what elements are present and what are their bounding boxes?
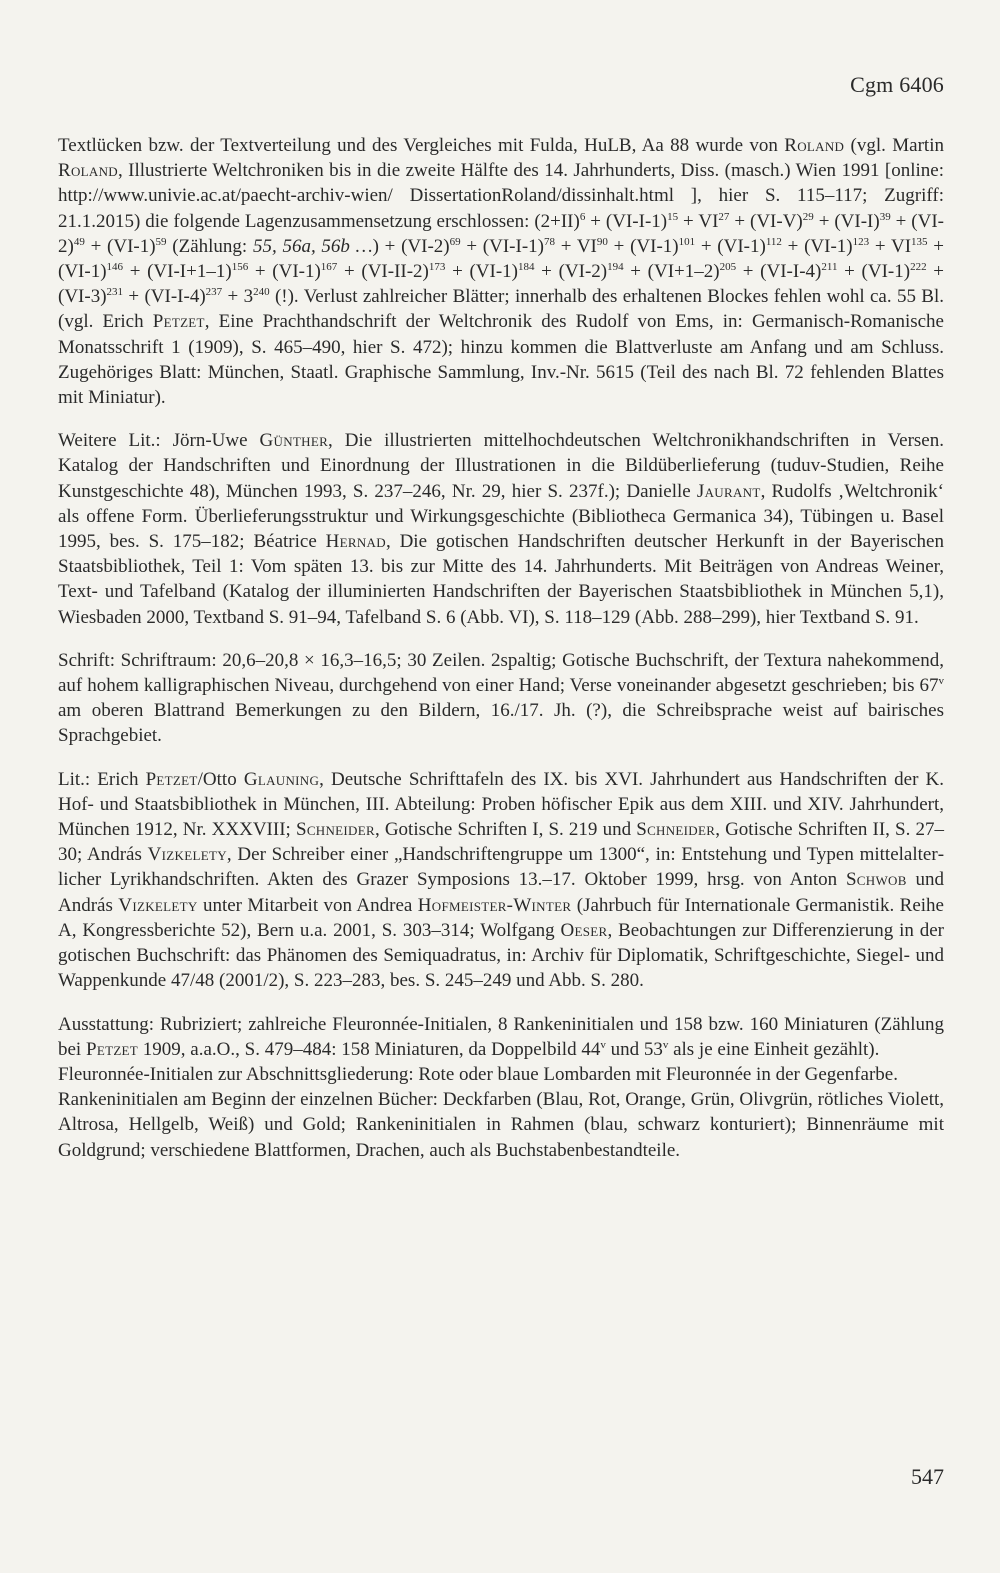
catalog-entry-body bbox=[58, 133, 944, 1163]
text-run: , Der Schreiber einer „Handschriftengruppe um 1300“, in: Entstehung und Typen mittelalterlicher Lyrikhandschriften. Akten des Grazer Symposions 13.–17. Oktober 1999, hrsg. von Anton bbox=[58, 844, 945, 891]
author-name: Petzet bbox=[145, 768, 198, 790]
text-run: (Jahrbuch für Internationale Germanistik. Reihe A, Kongressberichte 52), Bern u.a. 2001, S. 303–314; Wolfgang bbox=[58, 894, 944, 941]
superscript: 101 bbox=[678, 235, 696, 248]
italic-text: 55, 56a, 56b … bbox=[252, 235, 373, 257]
text-run: , Illustrierte Weltchroniken bis in die zweite Hälfte des 14. Jahrhunderts, Diss. (masch.) Wien 1991 [online: http://www.univie.ac.at/paecht-archiv-wien/ DissertationRoland/dissinhalt.html ], hier S. 115–117; Zugriff: 21.1.2015) die folgende Lagenzusammensetzung erschlossen: (2+II) bbox=[58, 160, 944, 232]
text-run: + (VI-I-4) bbox=[123, 286, 206, 308]
text-run: + (VI-2) bbox=[534, 261, 608, 283]
text-run: (vgl. Martin bbox=[844, 135, 944, 156]
author-name: Schneider bbox=[295, 819, 375, 841]
superscript: 78 bbox=[543, 235, 555, 248]
text-run: + VI bbox=[869, 235, 912, 257]
superscript: 146 bbox=[106, 261, 124, 274]
text-run: + (VI-1) bbox=[837, 261, 911, 283]
paragraph-decoration bbox=[58, 1012, 944, 1062]
text-run: , Deutsche Schrifttafeln des IX. bis XVI. Jahrhundert aus Handschriften der K. Hof- und Staatsbibliothek in München, III. Abteilung: Proben höfischer Epik aus dem XIII. und XIV. Jahrhundert, München 1912, Nr. XXXVIII; bbox=[58, 768, 944, 841]
text-run: + VI bbox=[678, 210, 719, 232]
text-run: (Zählung: bbox=[166, 235, 253, 257]
text-run: + (VI-1) bbox=[445, 261, 518, 283]
text-run: + 3 bbox=[222, 286, 254, 308]
text-run: + (VI-1) bbox=[248, 261, 321, 283]
text-run: Textlücken bzw. der Textverteilung und des Vergleiches mit Fulda, HuLB, Aa 88 wurde von bbox=[58, 135, 785, 156]
author-name: Roland bbox=[58, 160, 118, 182]
superscript: 240 bbox=[253, 286, 270, 299]
superscript: 135 bbox=[911, 235, 928, 248]
author-name: Vizkelety bbox=[147, 844, 227, 866]
superscript: 184 bbox=[518, 261, 535, 274]
text-run: + (VI-I+1–1) bbox=[123, 261, 232, 283]
text-run: , Die illustrierten mittelhochdeutschen Weltchronikhandschriften in Versen. Katalog der Handschriften und Einordnung der Illustrationen in die Bildüberlieferung (tuduv-Studien, Reihe Kunstgeschichte 48), München 1993, S. 237–246, Nr. 29, hier S. 237f.); Danielle bbox=[58, 430, 944, 502]
superscript: 27 bbox=[718, 210, 730, 223]
author-name: Hofmeister-Winter bbox=[417, 894, 572, 916]
superscript: v bbox=[600, 1038, 606, 1051]
text-run: + (VI-3) bbox=[58, 261, 944, 308]
page-header-shelfmark: Cgm 6406 bbox=[850, 72, 944, 97]
paragraph-literature bbox=[58, 767, 944, 994]
text-run: + (VI-I-1) bbox=[460, 235, 544, 257]
superscript: 167 bbox=[320, 261, 338, 274]
text-run: Fleuronnée-Initialen zur Abschnittsgliederung: Rote oder blaue Lombarden mit Fleuronnée in der Gegenfarbe. bbox=[58, 1063, 898, 1085]
author-name: Günther bbox=[259, 430, 329, 452]
text-run: , Rudolfs ‚Weltchronik‘ als offene Form. Überlieferungsstruktur und Wirkungsgeschichte (Bibliotheca Germanica 34), Tübingen u. Basel 1995, bes. S. 175–182; Béatrice bbox=[58, 480, 944, 553]
text-run: + (VI-I) bbox=[813, 210, 880, 232]
superscript: v bbox=[938, 675, 944, 688]
paragraph-ranken-initials bbox=[58, 1087, 944, 1163]
superscript: 112 bbox=[765, 235, 782, 248]
text-run: Schrift: Schriftraum: 20,6–20,8 × 16,3–16,5; 30 Zeilen. 2spaltig; Gotische Buchschrift, der Textura nahekommend, auf hohem kalligraphischen Niveau, durchgehend von einer Hand; Verse voneinander abgesetzt geschrieben; bis 67 bbox=[58, 649, 944, 697]
author-name: Petzet bbox=[85, 1038, 139, 1060]
text-run: /Otto bbox=[197, 768, 244, 790]
text-run: am oberen Blattrand Bemerkungen zu den Bildern, 16./17. Jh. (?), die Schreibsprache weist auf bairisches Sprachgebiet. bbox=[58, 700, 944, 747]
text-run: , Gotische Schriften II, S. 27–30; András bbox=[58, 819, 945, 866]
text-run: + (VI-I-1) bbox=[585, 210, 668, 232]
author-name: Schneider bbox=[636, 819, 716, 841]
superscript: 49 bbox=[73, 235, 85, 248]
text-run: + (VI-1) bbox=[607, 235, 679, 257]
superscript: 69 bbox=[449, 235, 461, 248]
text-run: + (VI-II-2) bbox=[337, 261, 429, 283]
paragraph-script bbox=[58, 648, 944, 749]
text-run: + (VI-1) bbox=[781, 235, 853, 257]
author-name: Oeser bbox=[560, 919, 608, 941]
superscript: 59 bbox=[155, 235, 167, 248]
text-run: + VI bbox=[554, 235, 597, 257]
paragraph-further-literature bbox=[58, 428, 944, 630]
superscript: 211 bbox=[821, 261, 838, 274]
text-run: , Die gotischen Handschriften deutscher Herkunft in der Bayerischen Staatsbibliothek, Teil 1: Vom späten 13. bis zur Mitte des 14. Jahrhunderts. Mit Beiträgen von Andreas Weiner, Text- und Tafelband (Katalog der illuminierten Handschriften der Bayerischen Staatsbibliothek in München 5,1), Wiesbaden 2000, Textband S. 91–94, Tafelband S. 6 (Abb. VI), S. 118–129 (Abb. 288–299), hier Textband S. 91. bbox=[58, 531, 944, 628]
text-run: Weitere Lit.: Jörn-Uwe bbox=[58, 430, 260, 452]
paragraph-collation bbox=[58, 133, 944, 410]
text-run: Ausstattung: Rubriziert; zahlreiche Fleuronnée-Initialen, 8 Rankeninitialen und 158 bzw. 160 Miniaturen (Zählung bei bbox=[58, 1013, 944, 1060]
superscript: v bbox=[662, 1038, 669, 1051]
text-run: + (VI+1–2) bbox=[623, 261, 720, 283]
text-run: , Eine Prachthandschrift der Weltchronik des Rudolf von Ems, in: Germanisch-Romanische Monatsschrift 1 (1909), S. 465–490, hier S. 472); hinzu kommen die Blattverluste am Anfang und am Schluss. Zugehöriges Blatt: München, Staatl. Graphische Sammlung, Inv.-Nr. 5615 (Teil des nach Bl. 72 fehlenden Blattes mit Miniatur). bbox=[58, 311, 944, 409]
superscript: 231 bbox=[106, 286, 124, 299]
text-run: unter Mitarbeit von Andrea bbox=[197, 894, 418, 916]
text-run: + (VI-1) bbox=[84, 235, 156, 257]
author-name: Petzet bbox=[152, 311, 205, 333]
superscript: 194 bbox=[607, 261, 624, 274]
superscript: 39 bbox=[879, 210, 891, 223]
superscript: 123 bbox=[852, 235, 870, 248]
text-run: und 53 bbox=[605, 1038, 663, 1060]
text-run: + (VI-2) bbox=[58, 210, 945, 257]
text-run: und András bbox=[58, 869, 945, 916]
page-number: 547 bbox=[911, 1464, 944, 1489]
author-name: Roland bbox=[784, 135, 845, 156]
author-name: Hernad bbox=[325, 531, 386, 553]
text-run: , Gotische Schriften I, S. 219 und bbox=[374, 819, 637, 841]
superscript: 205 bbox=[719, 261, 737, 274]
text-run: + (VI-1) bbox=[695, 235, 766, 257]
text-run: ) + (VI-2) bbox=[372, 235, 450, 257]
text-run: als je eine Einheit gezählt). bbox=[668, 1038, 880, 1060]
superscript: 173 bbox=[428, 261, 446, 274]
text-run: Rankeninitialen am Beginn der einzelnen Bücher: Deckfarben (Blau, Rot, Orange, Grün, Olivgrün, rötliches Violett, Altrosa, Hellgelb, Weiß) und Gold; Rankeninitialen in Rahmen (blau, schwarz konturiert); Binnenräume mit Goldgrund; verschiedene Blattformen, Drachen, auch als Buchstabenbestandteile. bbox=[58, 1089, 944, 1161]
superscript: 237 bbox=[205, 286, 223, 299]
author-name: Glauning bbox=[243, 768, 320, 790]
superscript: 29 bbox=[802, 210, 814, 223]
superscript: 156 bbox=[231, 261, 249, 274]
author-name: Jaurant bbox=[696, 480, 761, 502]
text-run: (!). Verlust zahlreicher Blätter; innerhalb des erhaltenen Blockes fehlen wohl ca. 55 Bl. (vgl. Erich bbox=[58, 286, 945, 333]
text-run: , Beobachtungen zur Differenzierung in der gotischen Buchschrift: das Phänomen des Semiquadratus, in: Archiv für Diplomatik, Schriftgeschichte, Siegel- und Wappenkunde 47/48 (2001/2), S. 223–283, bes. S. 245–249 und Abb. S. 280. bbox=[58, 919, 944, 992]
text-run: + (VI-1) bbox=[58, 235, 944, 283]
text-run: 1909, a.a.O., S. 479–484: 158 Miniaturen, da Doppelbild 44 bbox=[138, 1038, 601, 1060]
superscript: 6 bbox=[579, 210, 586, 223]
superscript: 90 bbox=[596, 235, 608, 248]
paragraph-fleuronnee-initials bbox=[58, 1062, 944, 1087]
superscript: 15 bbox=[667, 210, 679, 223]
author-name: Vizkelety bbox=[118, 894, 198, 916]
author-name: Schwob bbox=[845, 869, 907, 891]
text-run: + (VI-I-4) bbox=[736, 261, 822, 283]
text-run: + (VI-V) bbox=[729, 210, 803, 232]
text-run: Lit.: Erich bbox=[58, 768, 146, 790]
superscript: 222 bbox=[910, 261, 927, 274]
